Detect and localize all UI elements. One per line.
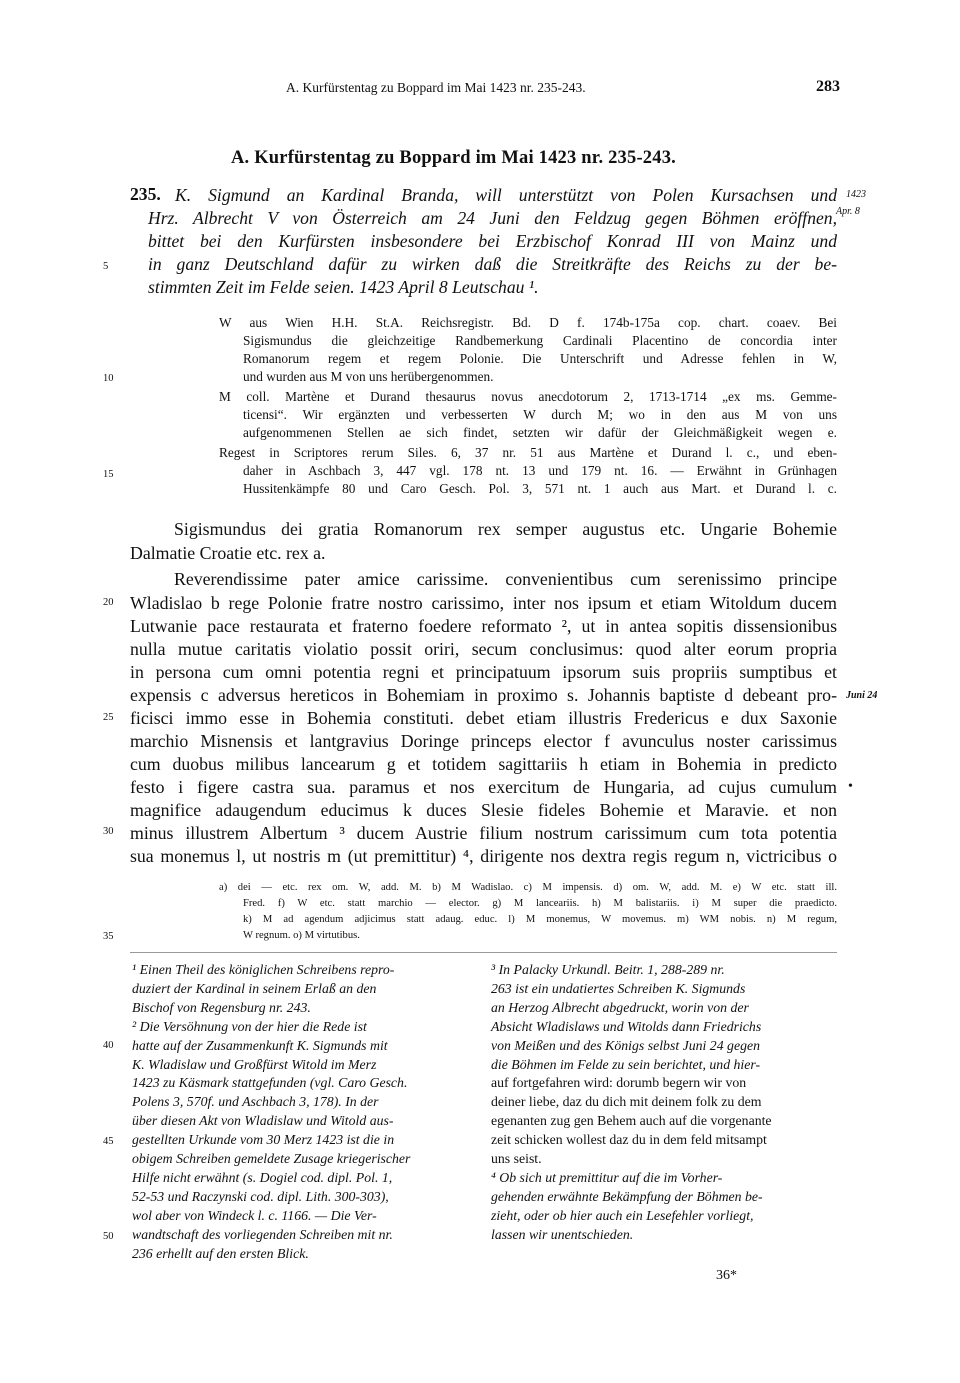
body-line: Reverendissime pater amice carissime. convenientibus cum serenissimo principe bbox=[174, 569, 837, 589]
footnote-line: ¹ Einen Theil des königlichen Schreibens repro- bbox=[132, 962, 395, 977]
footnote-line: über diesen Akt von Wladislaw und Witold aus- bbox=[132, 1113, 394, 1129]
running-header: A. Kurfürstentag zu Boppard im Mai 1423 nr. 235-243. bbox=[286, 80, 586, 95]
line-number: 45 bbox=[103, 1136, 114, 1147]
source-note-line: und wurden aus M von uns herübergenommen. bbox=[243, 369, 494, 384]
line-number: 10 bbox=[103, 373, 114, 384]
footnote-line: uns seist. bbox=[491, 1151, 542, 1167]
body-line: festo i figere castra sua. paramus et nos exercitum de Hungaria, ad cujus cumulum bbox=[130, 777, 837, 797]
regest-line: stimmten Zeit im Felde seien. 1423 April 8 Leutschau ¹. bbox=[148, 277, 539, 297]
footnote-line: ³ In Palacky Urkundl. Beitr. 1, 288-289 nr. bbox=[491, 962, 725, 977]
line-number: 50 bbox=[103, 1231, 114, 1242]
margin-date: Apr. 8 bbox=[836, 206, 860, 217]
body-line: cum duobus milibus lancearum g et totidem sagittariis h etiam in Bohemia in predicto bbox=[130, 754, 837, 774]
footnote-line: egenanten zug gen Behem auch auf die vorgenante bbox=[491, 1113, 772, 1129]
footnote-line: deiner liebe, daz du dich mit deinem folk zu dem bbox=[491, 1094, 762, 1110]
variant-line: a) dei — etc. rex om. W, add. M. b) M Wadislao. c) M impensis. d) om. W, add. M. e) W etc. statt ill. bbox=[219, 882, 837, 893]
footnote-line: Absicht Wladislaws und Witolds dann Friedrichs bbox=[491, 1018, 762, 1034]
footnote-line: gestellten Urkunde vom 30 Merz 1423 ist die in bbox=[132, 1132, 395, 1148]
footnote-line: Hilfe nicht erwähnt (s. Dogiel cod. dipl. Pol. 1, bbox=[132, 1169, 393, 1185]
regest-number: 235. bbox=[130, 184, 161, 204]
footnote-line: 263 ist ein undatiertes Schreiben K. Sigmunds bbox=[491, 980, 746, 996]
regest-line: K. Sigmund an Kardinal Branda, will unterstützt von Polen Kursachsen und bbox=[175, 185, 837, 205]
body-line: minus illustrem Albertum ³ ducem Austrie filium nostrum carissimum cum tota potentia bbox=[130, 823, 837, 843]
footnote-line: zeit schicken wollest daz du in dem feld mitsampt bbox=[491, 1132, 767, 1148]
footnote-line: ⁴ Ob sich ut premittitur auf die im Vorher- bbox=[491, 1169, 723, 1185]
footnote-line: lassen wir unentschieden. bbox=[491, 1226, 634, 1242]
body-line: in persona cum omni potentia regni et principatuum ipsorum suis propriis sumptibus et bbox=[130, 662, 837, 682]
footnote-line: gehenden erwähnte Bekämpfung der Böhmen be- bbox=[491, 1188, 763, 1204]
line-number: 20 bbox=[103, 597, 114, 608]
footnote-line: 52-53 und Raczynski cod. dipl. Lith. 300-303), bbox=[132, 1188, 389, 1204]
source-note-line: M coll. Martène et Durand thesaurus novus anecdotorum 2, 1713-1714 „ex ms. Gemme- bbox=[219, 389, 837, 404]
footnote-line: Bischof von Regensburg nr. 243. bbox=[132, 999, 311, 1015]
body-line: expensis c adversus hereticos in Bohemiam in proximo s. Johannis baptiste d debeant pro- bbox=[130, 685, 837, 705]
footnote-line: Polens 3, 570f. und Aschbach 3, 178). In der bbox=[132, 1094, 379, 1110]
body-line: ficisci immo esse in Bohemia constituti. debet etiam illustris Fredericus e dux Saxonie bbox=[130, 708, 837, 728]
regest-line: bittet bei den Kurfürsten insbesondere bei Erzbischof Konrad III von Mainz und bbox=[148, 231, 837, 251]
line-number: 35 bbox=[103, 931, 114, 942]
footnote-line: auf fortgefahren wird: dorumb begern wir von bbox=[491, 1075, 747, 1091]
variant-line: W regnum. o) M virtutibus. bbox=[243, 930, 360, 941]
footnote-line: ² Die Versöhnung von der hier die Rede ist bbox=[132, 1018, 367, 1034]
footnote-line: 1423 zu Käsmark stattgefunden (vgl. Caro Gesch. bbox=[132, 1075, 408, 1091]
footnotes-right bbox=[491, 961, 837, 1245]
line-number: 5 bbox=[103, 261, 109, 272]
regest-line: Hrz. Albrecht V von Österreich am 24 Juni den Feldzug gegen Böhmen eröffnen, bbox=[148, 208, 837, 228]
line-number: 30 bbox=[103, 826, 114, 837]
source-note-line: ticensi“. Wir ergänzten und verbesserten W durch M; wo in den aus M von uns bbox=[243, 407, 837, 422]
source-note-line: Regest in Scriptores rerum Siles. 6, 37 nr. 51 aus Martène et Durand l. c., und eben- bbox=[219, 445, 837, 460]
body-line: Lutwanie pace restaurata et fraterno foedere reformato ², ut in antea sopitis dissensionibus bbox=[130, 616, 837, 636]
line-number: 15 bbox=[103, 469, 114, 480]
line-number: 40 bbox=[103, 1040, 114, 1051]
source-note-line: aufgenommenen Stellen ae sich findet, setzten wir dafür der Gleichmäßigkeit wegen e. bbox=[243, 425, 837, 440]
footnote-line: hatte auf der Zusammenkunft K. Sigmunds mit bbox=[132, 1037, 388, 1053]
footnote-line: K. Wladislaw und Großfürst Witold im Merz bbox=[132, 1056, 377, 1072]
footnote-line: an Herzog Albrecht abgedruckt, worin von der bbox=[491, 999, 749, 1015]
body-line: nulla mutue caritatis violatio possit oriri, secum conclusimus: quod alter eorum propria bbox=[130, 639, 837, 659]
footnote-line: zieht, oder ob hier auch ein Lesefehler vorliegt, bbox=[491, 1207, 754, 1223]
footnote-line: wol aber von Windeck l. c. 1166. — Die Ver- bbox=[132, 1207, 377, 1223]
margin-juni: Juni 24 bbox=[846, 690, 878, 701]
footnotes-left bbox=[132, 961, 474, 1264]
source-note-line: Sigismundus die gleichzeitige Randbemerkung Cardinali Placentino de concordia inter bbox=[243, 333, 837, 348]
regest-line: in ganz Deutschland dafür zu wirken daß die Streitkräfte des Reichs zu der be- bbox=[148, 254, 837, 274]
source-note-line: Romanorum regem et regem Polonie. Die Unterschrift und Adresse fehlen in W, bbox=[243, 351, 837, 366]
footnote-line: duziert der Kardinal in seinem Erlaß an den bbox=[132, 980, 377, 996]
line-number: 25 bbox=[103, 712, 114, 723]
source-note-line: Hussitenkämpfe 80 und Caro Gesch. Pol. 3, 571 nt. 1 auch aus Mart. et Durand l. c. bbox=[243, 481, 837, 496]
body-line: Dalmatie Croatie etc. rex a. bbox=[130, 543, 326, 563]
body-line: Wladislao b rege Polonie fratre nostro carissimo, inter nos ipsum et etiam Witoldum ducem bbox=[130, 593, 837, 613]
footnote-line: wandtschaft des vorliegenden Schreiben mit nr. bbox=[132, 1226, 393, 1242]
footnote-line: 236 erhellt auf den ersten Blick. bbox=[132, 1245, 309, 1261]
body-line: Sigismundus dei gratia Romanorum rex semper augustus etc. Ungarie Bohemie bbox=[174, 519, 837, 539]
page-number: 283 bbox=[816, 78, 840, 95]
variant-line: k) M ad agendum adjicimus statt adaug. educ. l) M monemus, W movemus. m) WM nobis. n) M regum, bbox=[243, 914, 837, 925]
body-line: marchio Misnensis et lantgravius Doringe princeps elector f avunculus noster carissimus bbox=[130, 731, 837, 751]
section-title: A. Kurfürstentag zu Boppard im Mai 1423 nr. 235-243. bbox=[231, 148, 676, 168]
margin-bullet: • bbox=[848, 779, 853, 794]
footnote-line: von Meißen und des Königs selbst Juni 24 gegen bbox=[491, 1037, 760, 1053]
signature-mark: 36* bbox=[716, 1268, 737, 1283]
margin-year: 1423 bbox=[846, 189, 866, 200]
footnote-line: obigem Schreiben gemeldete Zusage kriegerischer bbox=[132, 1151, 411, 1167]
source-note-line: W aus Wien H.H. St.A. Reichsregistr. Bd. D f. 174b-175a cop. chart. coaev. Bei bbox=[219, 315, 837, 330]
body-line: magnifice adaugendum educimus k duces Slesie fideles Bohemie et Maravie. et non bbox=[130, 800, 837, 820]
footnote-line: die Böhmen im Felde zu sein berichtet, und hier- bbox=[491, 1056, 761, 1072]
variant-line: Fred. f) W etc. statt marchio — elector. g) M lanceariis. h) M balistariis. i) M super die praedicto. bbox=[243, 898, 837, 909]
body-line: sua monemus l, ut nostris m (ut premittitur) ⁴, dirigente nos dextra regis regum n, victricibus o bbox=[130, 846, 837, 866]
footnote-divider bbox=[130, 952, 837, 953]
source-note-line: daher in Aschbach 3, 447 vgl. 178 nt. 13 und 179 nt. 16. — Erwähnt in Grünhagen bbox=[243, 463, 837, 478]
